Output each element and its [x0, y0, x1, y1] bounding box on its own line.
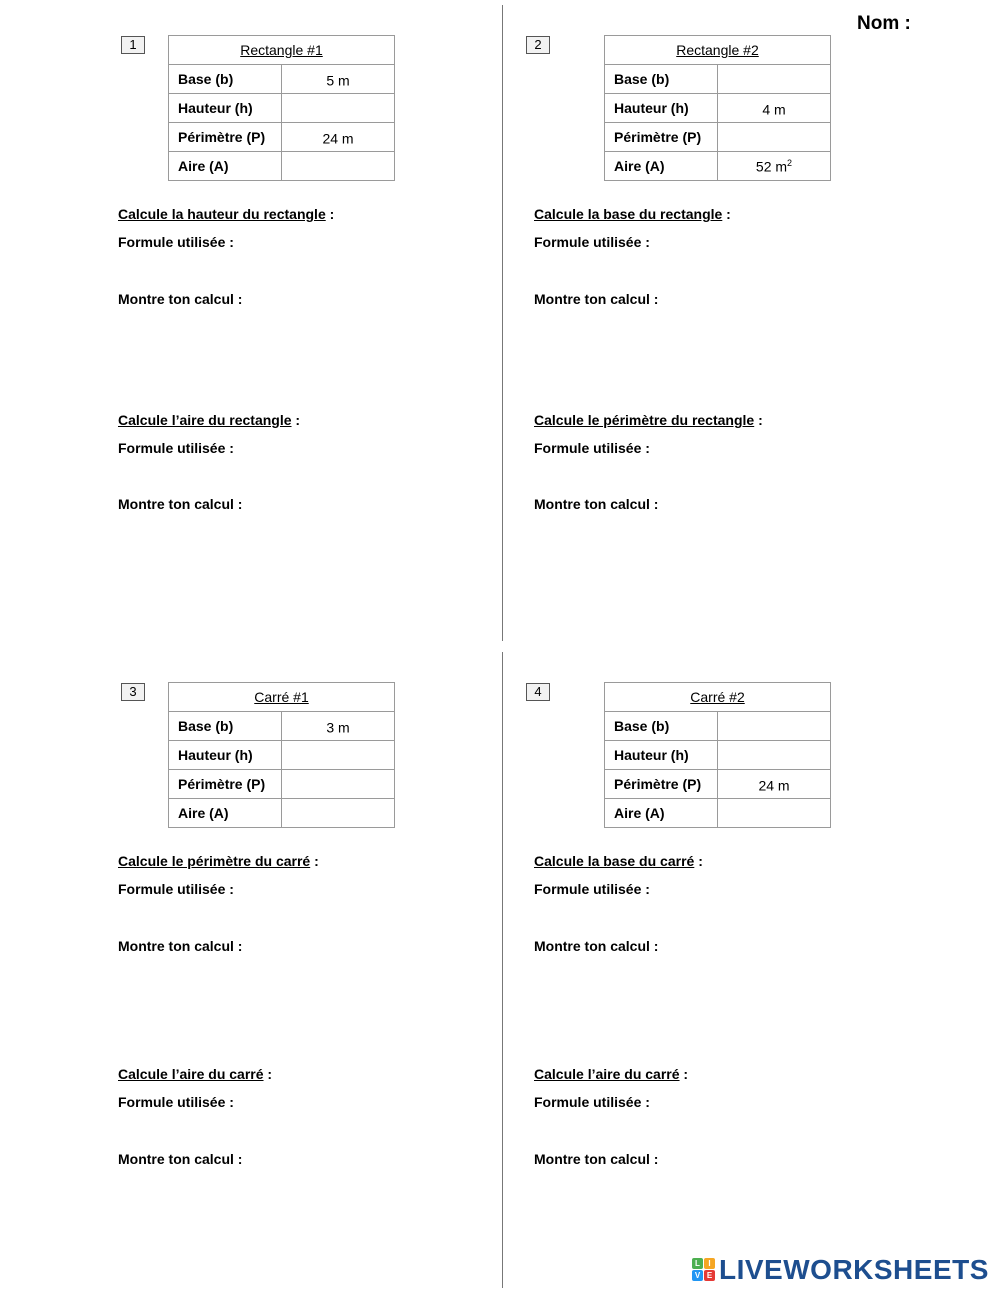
question-title: Calcule la base du carré :	[534, 853, 703, 869]
table-row	[169, 741, 395, 770]
exercise-number-badge: 3	[121, 683, 145, 701]
row-value[interactable]: 5 m	[282, 65, 395, 94]
calc-label: Montre ton calcul :	[118, 291, 243, 307]
formula-label: Formule utilisée :	[534, 234, 650, 250]
table-row	[605, 65, 831, 94]
formula-label: Formule utilisée :	[534, 1094, 650, 1110]
row-value[interactable]: 4 m	[718, 94, 831, 123]
row-value[interactable]	[718, 65, 831, 94]
vertical-divider-top	[502, 5, 503, 641]
exercise-number-badge: 1	[121, 36, 145, 54]
table-row	[605, 123, 831, 152]
calc-label: Montre ton calcul :	[118, 938, 243, 954]
question-title: Calcule l’aire du carré :	[534, 1066, 689, 1082]
question-title: Calcule la base du rectangle :	[534, 206, 731, 222]
logo-icon	[692, 1258, 716, 1282]
question-title: Calcule le périmètre du carré :	[118, 853, 319, 869]
formula-label: Formule utilisée :	[534, 440, 650, 456]
vertical-divider-bottom	[502, 652, 503, 1288]
row-label: Hauteur (h)	[605, 94, 718, 123]
logo-letter: E	[704, 1270, 715, 1281]
table-row	[605, 712, 831, 741]
row-value[interactable]: 3 m	[282, 712, 395, 741]
table-row	[169, 712, 395, 741]
table-row	[169, 152, 395, 181]
table-row	[605, 799, 831, 828]
table-row	[605, 94, 831, 123]
formula-label: Formule utilisée :	[118, 881, 234, 897]
calc-label: Montre ton calcul :	[534, 1151, 659, 1167]
formula-label: Formule utilisée :	[118, 234, 234, 250]
row-label: Périmètre (P)	[169, 123, 282, 152]
row-label: Aire (A)	[169, 799, 282, 828]
calc-label: Montre ton calcul :	[534, 291, 659, 307]
logo-letter: V	[692, 1270, 703, 1281]
table-row	[169, 799, 395, 828]
row-label: Hauteur (h)	[605, 741, 718, 770]
row-value[interactable]	[718, 799, 831, 828]
calc-label: Montre ton calcul :	[118, 496, 243, 512]
table-row	[605, 152, 831, 181]
liveworksheets-logo	[692, 1254, 989, 1286]
logo-letter: I	[704, 1258, 715, 1269]
calc-label: Montre ton calcul :	[118, 1151, 243, 1167]
row-label: Base (b)	[605, 65, 718, 94]
table-row	[169, 65, 395, 94]
exercise-number-badge: 2	[526, 36, 550, 54]
row-label: Aire (A)	[605, 152, 718, 181]
formula-label: Formule utilisée :	[118, 1094, 234, 1110]
calc-label: Montre ton calcul :	[534, 496, 659, 512]
row-value[interactable]	[282, 741, 395, 770]
row-label: Base (b)	[169, 65, 282, 94]
row-value[interactable]: 52 $m^2$	[718, 152, 831, 181]
row-label: Aire (A)	[169, 152, 282, 181]
table-title: Carré #2	[605, 683, 831, 712]
row-value[interactable]	[282, 152, 395, 181]
row-label: Base (b)	[169, 712, 282, 741]
table-row	[169, 94, 395, 123]
row-value[interactable]	[718, 712, 831, 741]
row-label: Base (b)	[605, 712, 718, 741]
row-label: Périmètre (P)	[605, 770, 718, 799]
formula-label: Formule utilisée :	[118, 440, 234, 456]
measure-table	[168, 682, 395, 828]
question-title: Calcule l’aire du rectangle :	[118, 412, 301, 428]
table-title: Carré #1	[169, 683, 395, 712]
measure-table	[168, 35, 395, 181]
row-value[interactable]	[282, 770, 395, 799]
table-row	[605, 770, 831, 799]
row-value[interactable]: 24 m	[718, 770, 831, 799]
nom-label: Nom :	[857, 13, 911, 34]
row-value[interactable]	[282, 94, 395, 123]
row-label: Hauteur (h)	[169, 94, 282, 123]
row-value[interactable]	[718, 741, 831, 770]
table-row	[169, 770, 395, 799]
logo-text: LIVEWORKSHEETS	[719, 1254, 989, 1285]
logo-letter: L	[692, 1258, 703, 1269]
row-value[interactable]	[282, 799, 395, 828]
row-label: Périmètre (P)	[605, 123, 718, 152]
question-title: Calcule la hauteur du rectangle :	[118, 206, 335, 222]
calc-label: Montre ton calcul :	[534, 938, 659, 954]
row-label: Hauteur (h)	[169, 741, 282, 770]
question-title: Calcule l’aire du carré :	[118, 1066, 273, 1082]
question-title: Calcule le périmètre du rectangle :	[534, 412, 763, 428]
formula-label: Formule utilisée :	[534, 881, 650, 897]
table-title: Rectangle #2	[605, 36, 831, 65]
measure-table	[604, 35, 831, 181]
table-row	[605, 741, 831, 770]
measure-table	[604, 682, 831, 828]
exercise-number-badge: 4	[526, 683, 550, 701]
row-value[interactable]	[718, 123, 831, 152]
table-row	[169, 123, 395, 152]
row-label: Aire (A)	[605, 799, 718, 828]
row-label: Périmètre (P)	[169, 770, 282, 799]
row-value[interactable]: 24 m	[282, 123, 395, 152]
table-title: Rectangle #1	[169, 36, 395, 65]
